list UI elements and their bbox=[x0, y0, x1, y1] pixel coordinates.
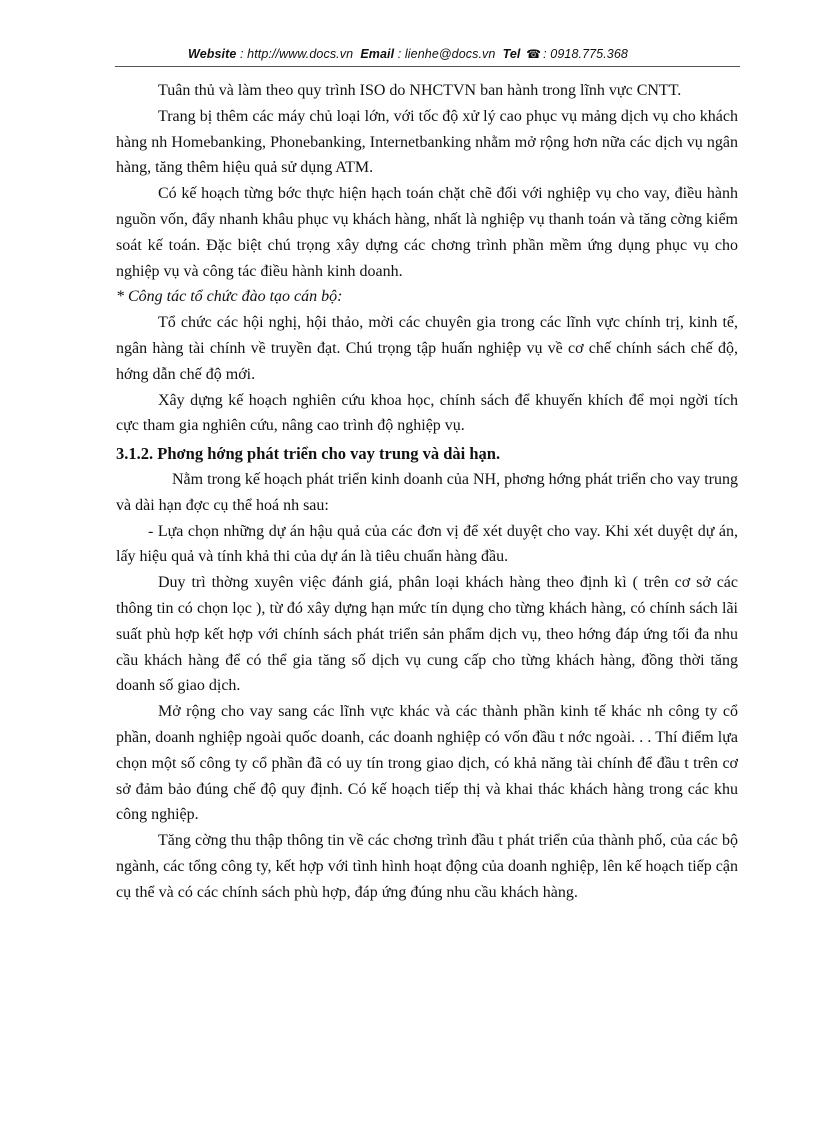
phone-icon: ☎ bbox=[526, 47, 542, 61]
document-body bbox=[116, 78, 738, 906]
website-value[interactable]: : http://www.docs.vn bbox=[240, 47, 354, 61]
paragraph-iso: Tuân thủ và làm theo quy trình ISO do NHCTVN ban hành trong lĩnh vực CNTT. bbox=[158, 82, 682, 99]
header-divider bbox=[115, 66, 740, 67]
paragraph-customer-evaluation: Duy trì thờng xuyên việc đánh giá, phân loại khách hàng theo định kì ( trên cơ sở các thông tin có chọn lọc ), từ đó xây dựng hạn mức tín dụng cho từng khách hàng, có chính sách lãi suất phù hợp kết hợp với chính sách phát triển sản phẩm dịch vụ, theo hớng đáp ứng tối đa nhu cầu khách hàng để có thể gia tăng số dịch vụ cung cấp cho từng khách hàng, đồng thời tăng doanh số giao dịch. bbox=[116, 574, 738, 695]
email-label: Email bbox=[360, 47, 395, 61]
website-label: Website bbox=[188, 47, 237, 61]
paragraph-direction: Nằm trong kế hoạch phát triển kinh doanh của NH, phơng hớng phát triển cho vay trung và dài hạn đợc cụ thể hoá nh sau: bbox=[116, 470, 738, 514]
paragraph-servers: Trang bị thêm các máy chủ loại lớn, với tốc độ xử lý cao phục vụ mảng dịch vụ cho khách hàng nh Homebanking, Phonebanking, Internetbanking nhằm mở rộng hơn nữa các dịch vụ ngân hàng, tăng thêm hiệu quả sử dụng ATM. bbox=[116, 107, 738, 177]
page-header bbox=[0, 47, 816, 61]
paragraph-accounting: Có kế hoạch từng bớc thực hiện hạch toán chặt chẽ đối với nghiệp vụ cho vay, điều hành nguồn vốn, đẩy nhanh khâu phục vụ khách hàng, nhất là nghiệp vụ thanh toán và tăng cờng kiểm soát kế toán. Đặc biệt chú trọng xây dựng các chơng trình phần mềm ứng dụng phục vụ cho nghiệp vụ và công tác điều hành kinh doanh. bbox=[116, 185, 738, 280]
paragraph-expand-lending: Mở rộng cho vay sang các lĩnh vực khác và các thành phần kinh tế khác nh công ty cổ phần, doanh nghiệp ngoài quốc doanh, các doanh nghiệp có vốn đầu t nớc ngoài. . . Thí điểm lựa chọn một số công ty cổ phần đã có uy tín trong giao dịch, có khả năng tài chính để đầu t trên cơ sở đảm bảo đúng chế độ quy định. Có kế hoạch tiếp thị và khai thác khách hàng trong các khu công nghiệp. bbox=[116, 703, 738, 824]
paragraph-project-selection: - Lựa chọn những dự án hậu quả của các đơn vị để xét duyệt cho vay. Khi xét duyệt dự án, lấy hiệu quả và tính khả thi của dự án là tiêu chuẩn hàng đầu. bbox=[116, 522, 738, 566]
email-value[interactable]: : lienhe@docs.vn bbox=[397, 47, 496, 61]
section-heading-312: 3.1.2. Phơng hớng phát triển cho vay trung và dài hạn. bbox=[116, 444, 501, 464]
paragraph-conferences: Tổ chức các hội nghị, hội thảo, mời các chuyên gia trong các lĩnh vực chính trị, kinh tế, ngân hàng tài chính về truyền đạt. Chú trọng tập huấn nghiệp vụ về cơ chế chính sách chế độ, hớng dẫn chế độ mới. bbox=[116, 314, 738, 383]
tel-label: Tel bbox=[502, 47, 521, 61]
paragraph-research: Xây dựng kế hoạch nghiên cứu khoa học, chính sách để khuyến khích để mọi ngời tích cực tham gia nghiên cứu, nâng cao trình độ nghiệp vụ. bbox=[116, 391, 738, 435]
paragraph-information: Tăng cờng thu thập thông tin về các chơng trình đầu t phát triển của thành phố, của các bộ ngành, các tổng công ty, kết hợp với tình hình hoạt động của doanh nghiệp, lên kế hoạch tiếp cận cụ thể và có các chính sách phù hợp, đáp ứng đúng nhu cầu khách hàng. bbox=[116, 832, 738, 901]
tel-value: : 0918.775.368 bbox=[543, 47, 628, 61]
section-title-training: * Công tác tổ chức đào tạo cán bộ: bbox=[116, 288, 343, 306]
